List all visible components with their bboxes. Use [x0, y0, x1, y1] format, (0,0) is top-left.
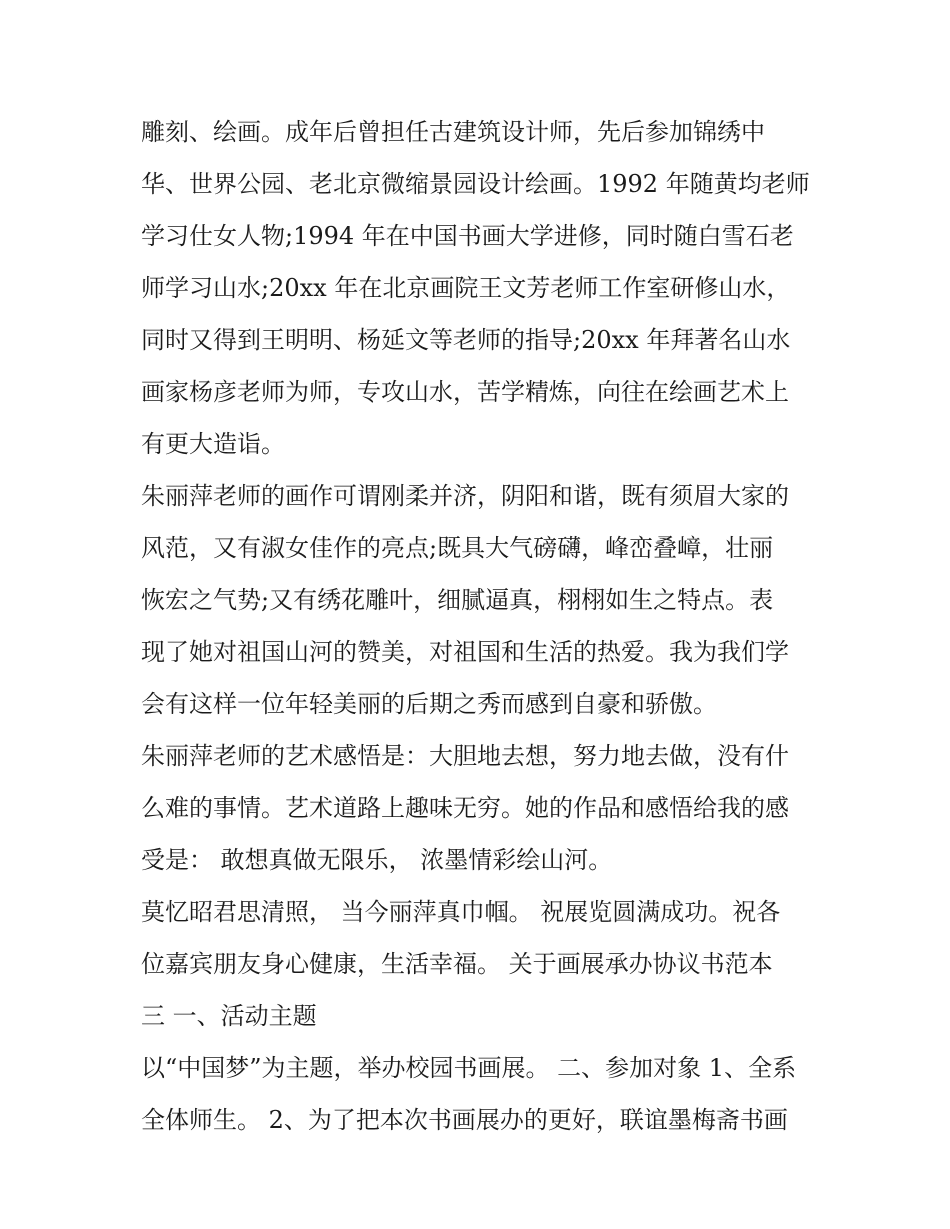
text-line: 么难的事情。艺术道路上趣味无穷。她的作品和感悟给我的感	[141, 794, 789, 822]
text-line: 有更大造诣。	[141, 430, 285, 458]
text-line: 位嘉宾朋友身心健康，生活幸福。 关于画展承办协议书范本	[141, 950, 773, 978]
text-line: 受是： 敢想真做无限乐， 浓墨情彩绘山河。	[141, 846, 613, 874]
text-line: 师学习山水;20xx 年在北京画院王文芳老师工作室研修山水，	[141, 274, 791, 302]
body-text	[141, 106, 821, 1146]
text-line: 华、世界公园、老北京微缩景园设计绘画。1992 年随黄均老师	[141, 170, 810, 198]
text-line: 全体师生。 2、为了把本次书画展办的更好，联谊墨梅斋书画	[141, 1106, 788, 1134]
text-line: 学习仕女人物;1994 年在中国书画大学进修，同时随白雪石老	[141, 222, 794, 250]
text-line: 会有这样一位年轻美丽的后期之秀而感到自豪和骄傲。	[141, 690, 717, 718]
text-line: 以“中国梦”为主题，举办校园书画展。 二、参加对象 1、全系	[141, 1054, 797, 1082]
text-line: 朱丽萍老师的画作可谓刚柔并济，阴阳和谐，既有须眉大家的	[141, 482, 789, 510]
text-line: 朱丽萍老师的艺术感悟是：大胆地去想，努力地去做，没有什	[141, 742, 789, 770]
text-line: 同时又得到王明明、杨延文等老师的指导;20xx 年拜著名山水	[141, 326, 791, 354]
text-line: 现了她对祖国山河的赞美，对祖国和生活的热爱。我为我们学	[141, 638, 789, 666]
text-line: 雕刻、绘画。成年后曾担任古建筑设计师，先后参加锦绣中	[141, 118, 765, 146]
text-line: 三 一、活动主题	[141, 1002, 317, 1030]
text-line: 恢宏之气势;又有绣花雕叶，细腻逼真，栩栩如生之特点。表	[141, 586, 774, 614]
text-line: 风范，又有淑女佳作的亮点;既具大气磅礴，峰峦叠嶂，壮丽	[141, 534, 774, 562]
text-line: 莫忆昭君思清照， 当今丽萍真巾帼。 祝展览圆满成功。祝各	[141, 898, 781, 926]
text-line: 画家杨彦老师为师，专攻山水，苦学精炼，向往在绘画艺术上	[141, 378, 789, 406]
